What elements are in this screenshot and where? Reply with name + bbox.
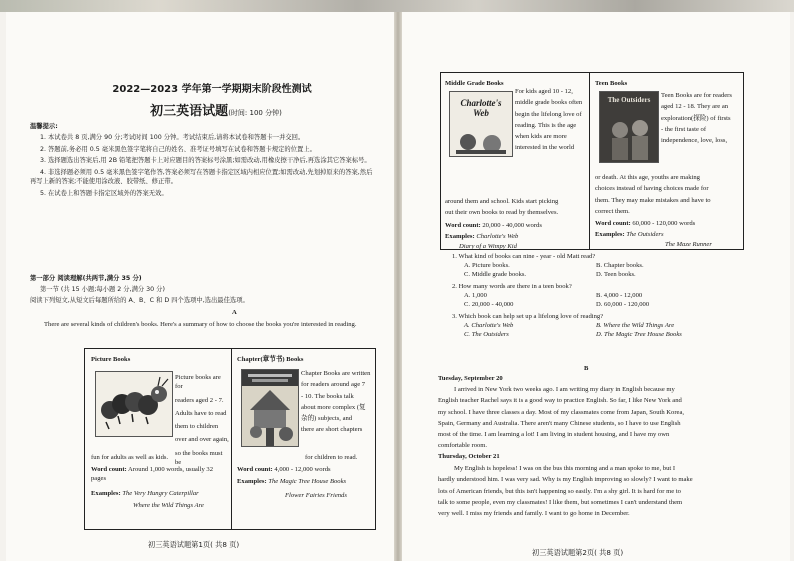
picture-books-line: fun for adults as well as kids.: [91, 454, 169, 461]
teen-books-line: aged 12 - 18. They are an: [661, 103, 729, 111]
example-title: The Outsiders: [626, 231, 664, 238]
middle-grade-text-wide: [445, 197, 587, 218]
teen-books-line: exploration(探险) of firsts: [661, 114, 731, 122]
chapter-books-line: for readers around age 7: [301, 381, 366, 389]
teen-books-line: or death. At this age, youths are making: [595, 174, 700, 181]
chapter-books-word-count: [237, 465, 373, 474]
middle-grade-heading: Middle Grade Books: [445, 80, 504, 87]
picture-books-line: Adults have to read: [175, 409, 227, 417]
middle-grade-line: when kids are more: [515, 133, 567, 141]
page-footer: 初三英语试题第1页( 共8 页): [148, 540, 240, 549]
example-title: Charlotte's Web: [476, 233, 519, 240]
option: A. Picture books.: [464, 262, 510, 269]
examples-label: Examples:: [91, 490, 121, 497]
options-row: [452, 291, 772, 300]
teen-books-line: - the first taste of: [661, 125, 707, 133]
option: B. 4,000 - 12,000: [596, 292, 643, 299]
diary-entry-2: [438, 464, 768, 518]
diary-line: talk to some people, even my classmates! I like them, but sometimes I can't understand them: [438, 498, 683, 506]
question-stem: 2. How many words are there in a teen book?: [452, 283, 572, 290]
book-type-table-2: [440, 72, 744, 250]
chapter-books-line: there are short chapters: [301, 426, 363, 434]
word-count-label: Word count:: [445, 222, 481, 229]
diary-line: very well. I miss my friends and family. I want to go home in December.: [438, 510, 630, 518]
section-one-heading: 第一节 (共 15 小题;每小题 2 分,满分 30 分): [40, 286, 165, 293]
middle-grade-line: out their own books to read by themselves.: [445, 209, 559, 217]
diary-line: my school. I have three classes a day. Most of my classmates come from Japan, South Korea,: [438, 408, 685, 416]
middle-grade-line: reading. This is the age: [515, 121, 577, 129]
question-stem: 1. What kind of books can nine - year - old Matt read?: [452, 253, 596, 260]
middle-grade-word-count: [445, 221, 587, 230]
examples-label: Examples:: [237, 478, 267, 485]
teen-books-line: independence, love, loss,: [661, 137, 728, 145]
diary-line: lots of American friends, but this isn't happening so easily. I'm a shy girl. It is hard for me to: [438, 487, 681, 495]
caterpillar-icon: [96, 372, 172, 436]
page-footer: 初三英语试题第2页( 共8 页): [532, 548, 624, 557]
charlottes-web-cover: [449, 91, 513, 157]
middle-grade-text: [515, 87, 587, 153]
option: C. 20,000 - 40,000: [464, 301, 514, 308]
teen-books-examples: [595, 230, 741, 239]
the-outsiders-cover: [599, 91, 659, 163]
notice-item: 2. 答题前,务必用 0.5 毫米黑色签字笔将自己的姓名、准考证号填写在试卷和答题卡规定的位置上。: [40, 145, 316, 153]
diary-line: most of the time. I am learning a lot! I am living in student housing, and I have my own: [438, 431, 670, 439]
picture-books-line: Picture books are for: [175, 374, 221, 391]
middle-grade-examples: [445, 232, 587, 241]
middle-grade-line: middle grade books often: [515, 99, 583, 107]
teen-books-line: Teen Books are for readers: [661, 92, 732, 99]
exam-page-2: [402, 12, 790, 561]
picture-books-examples: [91, 489, 229, 498]
examples-label: Examples:: [595, 231, 625, 238]
option: D. Teen books.: [596, 271, 636, 278]
chapter-books-examples: [237, 477, 373, 486]
word-count-value: 4,000 - 12,000 words: [274, 466, 331, 473]
diary-line: I arrived in New York two weeks ago. I am writing my diary in English because my: [454, 386, 675, 393]
question-block: [452, 252, 772, 339]
chapter-books-line: 杂的) subjects, and: [301, 415, 353, 423]
passage-b-label: B: [584, 365, 589, 372]
word-count-value: 60,000 - 120,000 words: [632, 220, 696, 227]
book-cover-icon: [242, 370, 298, 446]
table-divider: [231, 349, 232, 529]
option: A. 1,000: [464, 292, 487, 299]
word-count-label: Word count:: [237, 466, 273, 473]
cover-title: The Outsiders: [607, 96, 651, 104]
picture-books-line: readers aged 2 - 7.: [175, 396, 224, 404]
notice-item: 3. 选择题选出答案后,用 2B 铅笔把答题卡上对应题目的答案标号涂黑;如需改动,用橡皮擦干净后,再选涂其它答案标号。: [40, 157, 371, 165]
chapter-books-line: - 10. The books talk: [301, 392, 354, 400]
options-row: [452, 261, 772, 270]
teen-books-line: choices instead of having choices made for: [595, 185, 709, 193]
example-title: The Very Hungry Caterpillar: [122, 490, 199, 497]
diary-line: Spain, Germany and Australia. There aren't many Chinese students, so I have to use English: [438, 419, 681, 427]
option: D. The Magic Tree House Books: [596, 331, 682, 338]
book-type-table-1: [84, 348, 376, 530]
chapter-books-line: Chapter Books are written: [301, 370, 371, 377]
exam-page-1: [6, 12, 394, 561]
option: B. Chapter books.: [596, 262, 644, 269]
notice-heading: 温馨提示:: [30, 123, 58, 130]
magic-tree-house-cover: [241, 369, 299, 447]
teen-books-text-wide: [595, 173, 741, 216]
middle-grade-line: For kids aged 10 - 12,: [515, 88, 573, 95]
example-title: The Maze Runner: [665, 241, 712, 248]
example-title: Where the Wild Things Are: [133, 502, 204, 509]
passage-a-intro: There are several kinds of children's books. Here's a summary of how to choose the books you're interested in reading.: [44, 321, 357, 328]
notice-list: [30, 133, 378, 199]
book-gutter: [394, 12, 402, 561]
options-row: [452, 330, 772, 339]
teen-books-line: them. They may make mistakes and have to: [595, 196, 711, 204]
option: B. Where the Wild Things Are: [596, 322, 675, 329]
notice-item: 5. 在试卷上和答题卡指定区域外的答案无效。: [40, 189, 168, 197]
picture-books-heading: Picture Books: [91, 356, 131, 363]
word-count-value: 20,000 - 40,000 words: [482, 222, 542, 229]
part-one-heading: 第一部分 阅读理解(共两节,满分 35 分): [30, 275, 142, 282]
subtitle-text: 初三英语试题: [150, 104, 229, 119]
chapter-books-text: [301, 369, 373, 435]
notice-item: 1. 本试卷共 8 页,满分 90 分;考试时间 100 分钟。考试结束后,请将本试卷和答题卡一并交回。: [40, 134, 305, 141]
scan-top-edge: [0, 0, 794, 12]
diary-line: English teacher Rachel says it is a good way to practice English. So far, I like New York and: [438, 397, 682, 405]
option: C. Middle grade books.: [464, 271, 527, 278]
options-row: [452, 321, 772, 330]
diary-entry-1: [438, 385, 768, 451]
diary-line: My English is hopeless! I was on the bus this morning and a man spoke to me, but I: [454, 465, 676, 472]
teen-books-line: correct them.: [595, 207, 630, 215]
options-row: [452, 300, 772, 309]
example-title: Diary of a Wimpy Kid: [459, 243, 517, 250]
chapter-books-line: about more complex (复: [301, 403, 366, 411]
picture-books-line: over and over again,: [175, 436, 229, 444]
example-title: The Magic Tree House Books: [268, 478, 347, 485]
question-stem: 3. Which book can help set up a lifelong love of reading?: [452, 313, 604, 320]
option: C. The Outsiders: [464, 331, 509, 338]
options-row: [452, 270, 772, 279]
exam-subtitle: [96, 100, 336, 119]
option: A. Charlotte's Web: [464, 322, 514, 329]
middle-grade-line: interested in the world: [515, 144, 575, 152]
examples-label: Examples:: [445, 233, 475, 240]
cover-title: Charlotte's Web: [460, 98, 502, 118]
word-count-value: Around 1,000 words, usually 32 pages: [91, 466, 213, 483]
diary-date: Tuesday, September 20: [438, 375, 503, 382]
notice-item: 4. 非选择题必须用 0.5 毫米黑色签字笔作答,答案必须写在答题卡指定区域内相应位置;如需改动,先划掉原来的答案,然后再写上新的答案;不能使用涂改液、胶带纸、修正带。: [30, 168, 373, 186]
example-title: Flower Fairies Friends: [285, 492, 347, 499]
middle-grade-line: begin the lifelong love of: [515, 110, 582, 118]
picture-books-word-count: [91, 465, 229, 484]
caterpillar-illustration: [95, 371, 173, 437]
passage-a-label: A: [232, 309, 237, 316]
teen-books-heading: Teen Books: [595, 80, 628, 87]
diary-date: Thursday, October 21: [438, 453, 500, 460]
teen-books-text: [661, 91, 741, 145]
chapter-books-heading: Chapter(章节书) Books: [237, 356, 304, 363]
word-count-label: Word count:: [91, 466, 127, 473]
exam-title: 2022—2023 学年第一学期期末阶段性测试: [112, 84, 312, 95]
teen-books-word-count: [595, 219, 741, 228]
picture-books-line: so the books must be: [175, 449, 223, 467]
chapter-books-line: for children to read.: [305, 454, 358, 461]
subtitle-time: (时间: 100 分钟): [228, 109, 282, 117]
word-count-label: Word count:: [595, 220, 631, 227]
option: D. 60,000 - 120,000: [596, 301, 650, 308]
diary-line: comfortable room.: [438, 442, 488, 450]
reading-instruction: 阅读下列短文,从短文后每题所给的 A、B、C 和 D 四个选项中,选出最佳选项。: [30, 297, 249, 304]
middle-grade-line: around them and school. Kids start picking: [445, 198, 559, 205]
picture-books-line: them to children: [175, 423, 219, 431]
diary-line: hardly understood him. I was very sad. Why is my English improving so slowly? I want to make: [438, 476, 693, 484]
table-divider: [589, 73, 590, 249]
